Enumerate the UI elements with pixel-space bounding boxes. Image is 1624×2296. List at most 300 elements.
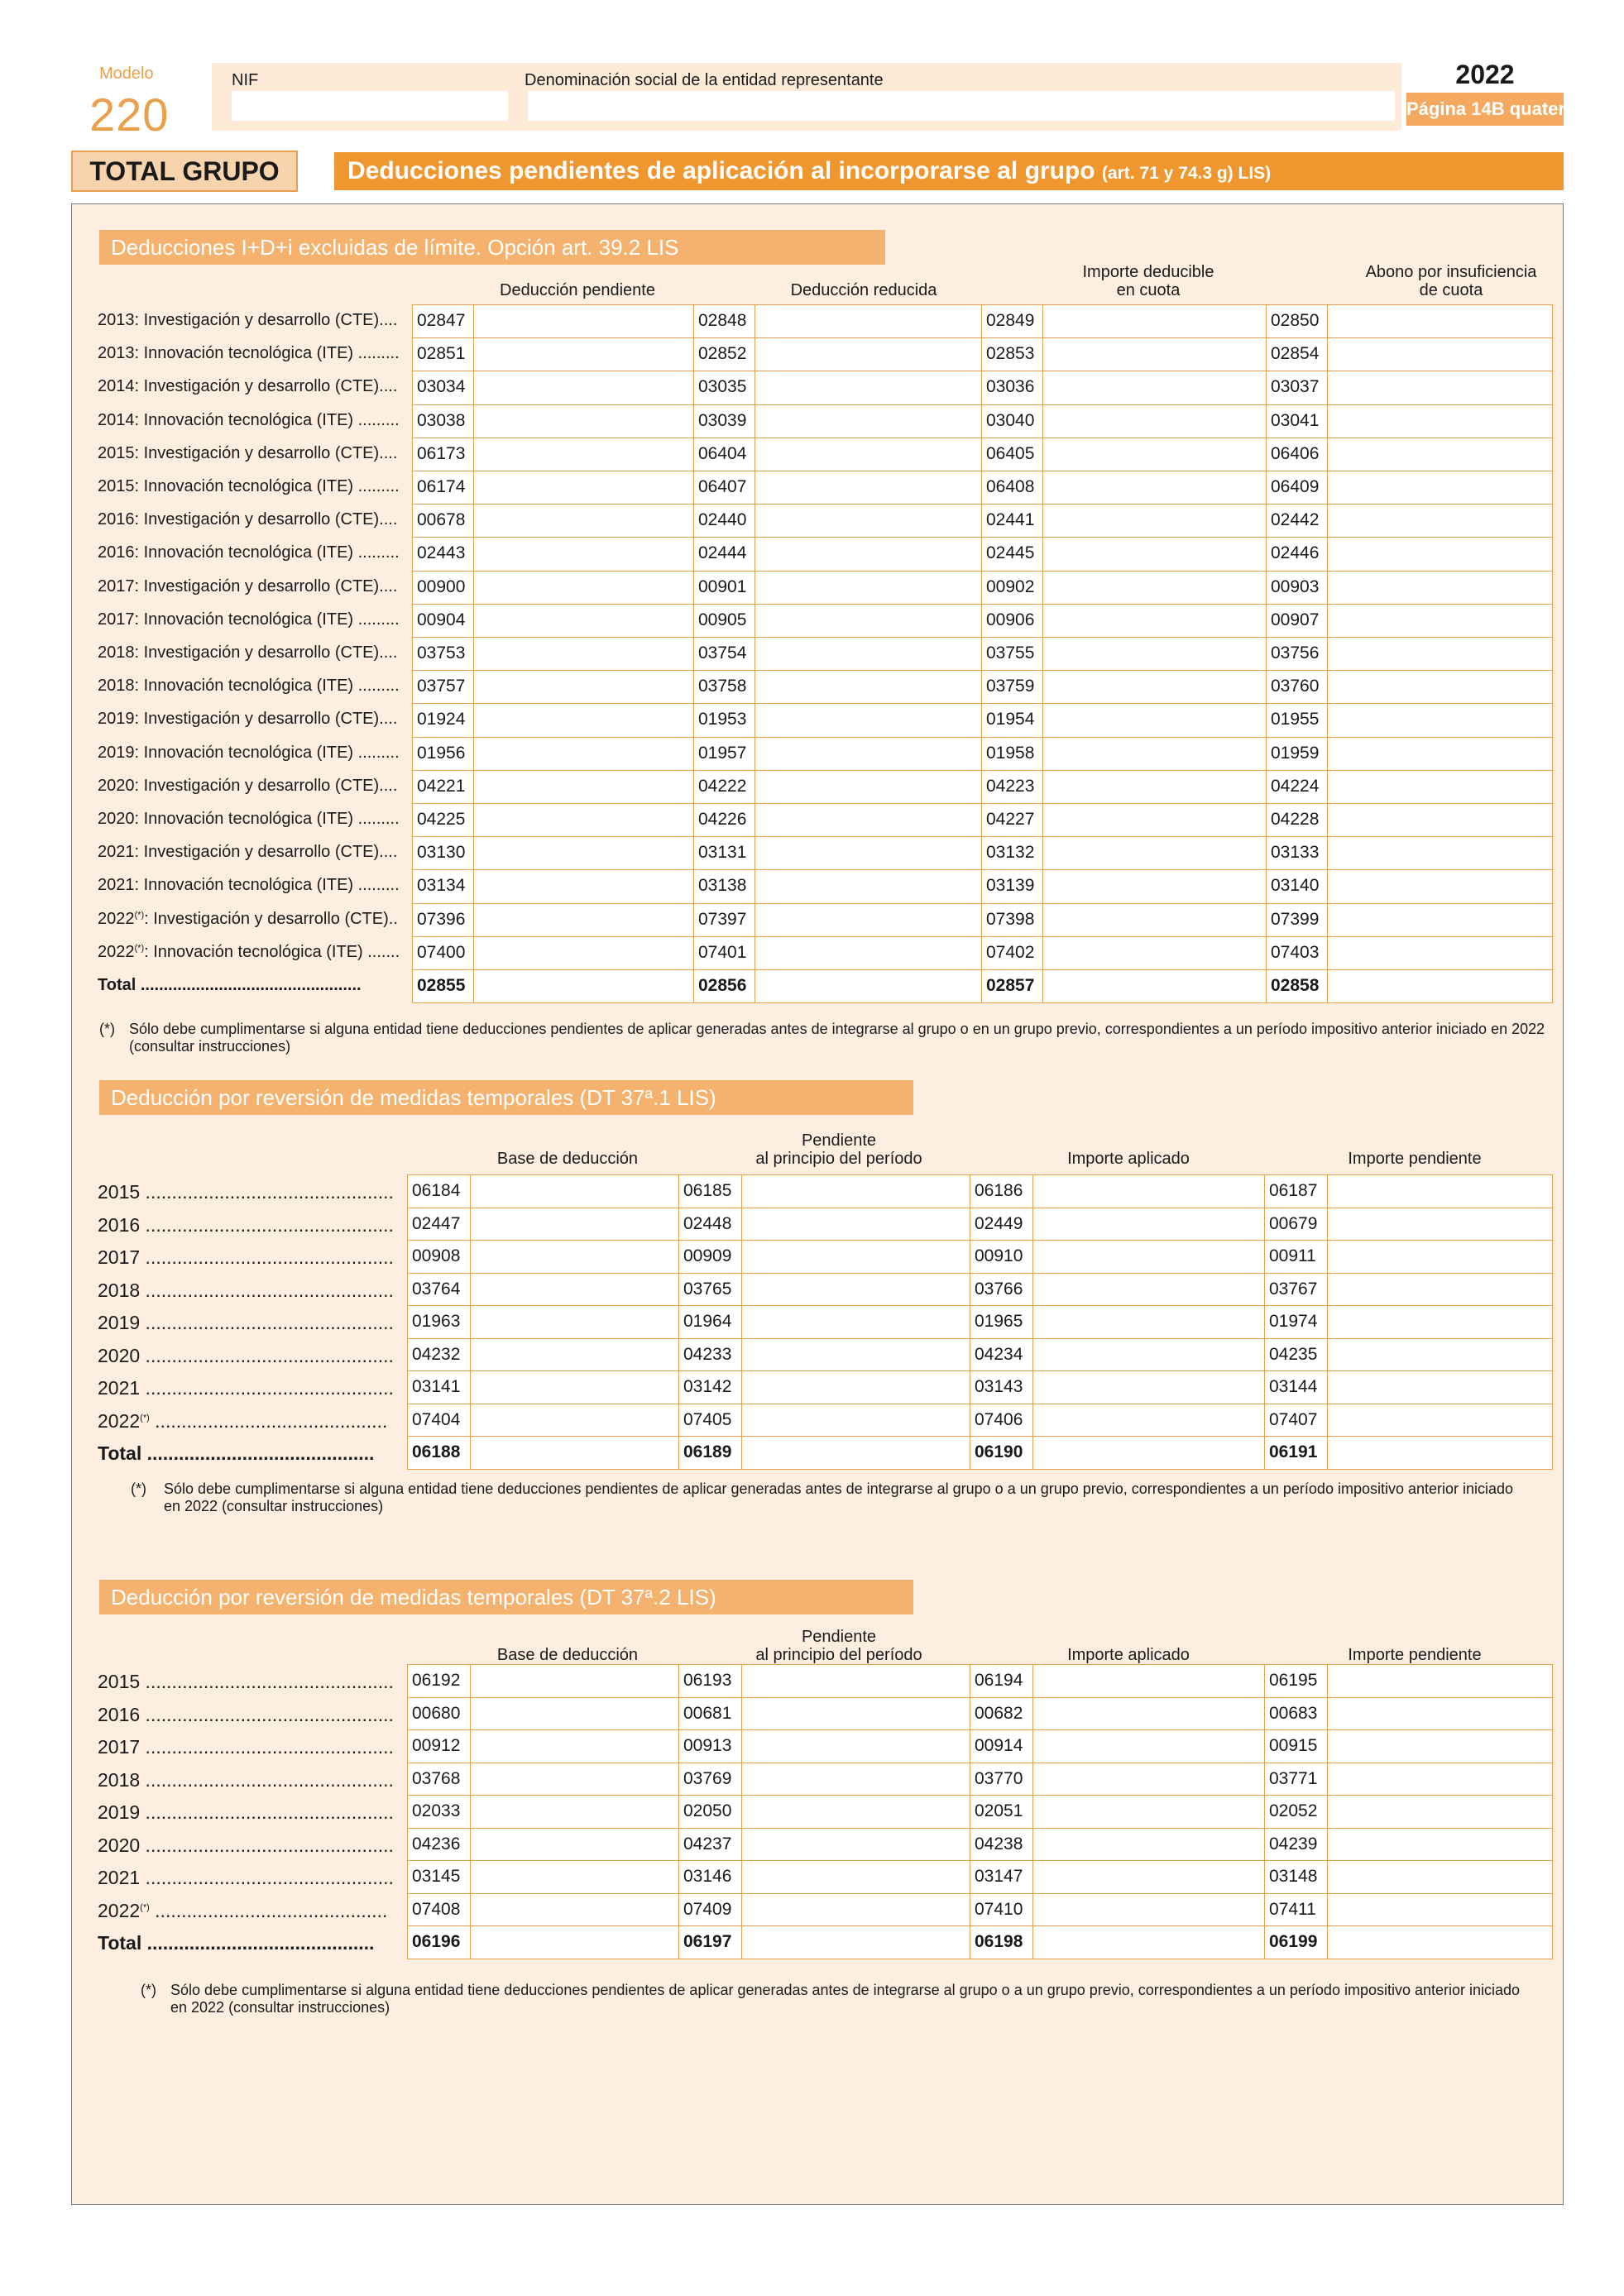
field-divider bbox=[741, 1664, 742, 1697]
field-divider bbox=[470, 1305, 471, 1338]
box-code: 03757 bbox=[417, 677, 466, 696]
section-1-row-label: 2013: Investigación y desarrollo (CTE).... bbox=[98, 311, 398, 329]
field-divider bbox=[1327, 869, 1328, 902]
box-code: 07407 bbox=[1269, 1409, 1318, 1429]
field-divider bbox=[1327, 1697, 1328, 1730]
field-divider bbox=[1327, 337, 1328, 371]
box-code: 03141 bbox=[412, 1377, 461, 1396]
box-code: 02852 bbox=[698, 344, 747, 364]
box-code: 01974 bbox=[1269, 1312, 1318, 1331]
box-code: 06184 bbox=[412, 1181, 461, 1200]
box-code: 04238 bbox=[975, 1834, 1023, 1854]
box-code: 04233 bbox=[683, 1344, 732, 1364]
field-divider bbox=[741, 1893, 742, 1926]
box-code: 01957 bbox=[698, 743, 747, 763]
box-code: 03132 bbox=[986, 843, 1035, 863]
field-divider bbox=[1327, 637, 1328, 670]
field-divider bbox=[1327, 404, 1328, 438]
section-2-column-header: Base de deducción bbox=[496, 1150, 639, 1168]
field-divider bbox=[1327, 969, 1328, 1002]
year-label: 2022 bbox=[1406, 63, 1564, 86]
field-divider bbox=[473, 371, 474, 404]
field-divider bbox=[1032, 1860, 1033, 1893]
box-code: 06407 bbox=[698, 477, 747, 496]
field-divider bbox=[1327, 770, 1328, 803]
box-code: 06197 bbox=[683, 1932, 732, 1951]
field-divider bbox=[741, 1404, 742, 1437]
field-divider bbox=[470, 1828, 471, 1861]
section-2-row-label: 2016 ............................................... bbox=[98, 1213, 394, 1236]
section-1-note-marker: (*) bbox=[99, 1021, 115, 1037]
section-1-row-label: 2015: Investigación y desarrollo (CTE).... bbox=[98, 443, 398, 462]
section-1-row-label: 2017: Innovación tecnológica (ITE) ......... bbox=[98, 610, 400, 629]
box-code: 03148 bbox=[1269, 1867, 1318, 1886]
box-code: 01953 bbox=[698, 710, 747, 729]
field-divider bbox=[1032, 1208, 1033, 1241]
section-1-row-label: 2019: Innovación tecnológica (ITE) ......... bbox=[98, 743, 400, 762]
box-code: 03142 bbox=[683, 1377, 732, 1396]
field-divider bbox=[1327, 903, 1328, 936]
field-divider bbox=[1327, 1729, 1328, 1763]
field-divider bbox=[1327, 1404, 1328, 1437]
field-divider bbox=[470, 1208, 471, 1241]
box-code: 02051 bbox=[975, 1801, 1023, 1820]
box-code: 03759 bbox=[986, 677, 1035, 696]
box-code: 04227 bbox=[986, 810, 1035, 829]
field-divider bbox=[470, 1338, 471, 1371]
box-code: 07404 bbox=[412, 1409, 461, 1429]
box-code: 03130 bbox=[417, 843, 466, 863]
field-divider bbox=[470, 1860, 471, 1893]
field-divider bbox=[1042, 770, 1043, 803]
box-code: 03755 bbox=[986, 643, 1035, 662]
field-divider bbox=[1327, 703, 1328, 736]
box-code: 02442 bbox=[1271, 510, 1320, 530]
box-code: 03139 bbox=[986, 876, 1035, 896]
field-divider bbox=[741, 1240, 742, 1273]
field-divider bbox=[473, 903, 474, 936]
box-code: 06196 bbox=[412, 1932, 461, 1951]
field-divider bbox=[1042, 471, 1043, 504]
field-divider bbox=[1042, 836, 1043, 869]
field-divider bbox=[473, 471, 474, 504]
field-divider bbox=[1042, 869, 1043, 902]
field-divider bbox=[1327, 504, 1328, 537]
box-code: 06193 bbox=[683, 1671, 732, 1690]
section-2-note-marker: (*) bbox=[131, 1480, 146, 1497]
field-divider bbox=[1032, 1828, 1033, 1861]
box-code: 00906 bbox=[986, 610, 1035, 629]
box-code: 03147 bbox=[975, 1867, 1023, 1886]
page-title bbox=[334, 152, 1564, 190]
section-1-note: Sólo debe cumplimentarse si alguna entidad tiene deducciones pendientes de aplicar generadas antes de integrarse al grupo o en un grupo previo, correspondientes a un período impositivo anterior iniciado en 2022 (consultar instrucciones) bbox=[129, 1021, 1545, 1055]
box-code: 00678 bbox=[417, 510, 466, 530]
box-code: 06192 bbox=[412, 1671, 461, 1690]
box-code: 07409 bbox=[683, 1899, 732, 1919]
box-code: 03131 bbox=[698, 843, 747, 863]
field-divider bbox=[1327, 1208, 1328, 1241]
box-code: 03753 bbox=[417, 643, 466, 662]
box-code: 03041 bbox=[1271, 410, 1320, 430]
box-code: 06409 bbox=[1271, 477, 1320, 496]
field-divider bbox=[473, 537, 474, 570]
total-grupo-badge: TOTAL GRUPO bbox=[71, 151, 298, 192]
box-code: 06187 bbox=[1269, 1181, 1318, 1200]
field-divider bbox=[470, 1436, 471, 1469]
box-code: 07397 bbox=[698, 909, 747, 929]
nif-label: NIF bbox=[232, 71, 259, 89]
box-code: 03143 bbox=[975, 1377, 1023, 1396]
box-code: 01955 bbox=[1271, 710, 1320, 729]
section-1-column-header: Deducción reducida bbox=[790, 281, 937, 299]
section-1-column-header: Importe deducible en cuota bbox=[1082, 263, 1214, 299]
section-1-header: Deducciones I+D+i excluidas de límite. Opción art. 39.2 LIS bbox=[99, 230, 885, 265]
section-3-column-header: Importe aplicado bbox=[1067, 1646, 1190, 1664]
section-2-column-header: Importe pendiente bbox=[1348, 1150, 1482, 1168]
box-code: 02849 bbox=[986, 311, 1035, 330]
section-1-row-label: 2017: Investigación y desarrollo (CTE).... bbox=[98, 576, 398, 596]
box-code: 07411 bbox=[1269, 1899, 1316, 1919]
box-code: 00913 bbox=[683, 1736, 732, 1755]
box-code: 00912 bbox=[412, 1736, 461, 1755]
modelo-label: Modelo bbox=[99, 65, 154, 83]
box-code: 07400 bbox=[417, 942, 466, 962]
section-3-row-label: 2020 ............................................... bbox=[98, 1834, 394, 1856]
field-divider bbox=[1042, 504, 1043, 537]
field-divider bbox=[470, 1697, 471, 1730]
box-code: 04237 bbox=[683, 1834, 732, 1854]
box-code: 07408 bbox=[412, 1899, 461, 1919]
box-code: 04236 bbox=[412, 1834, 461, 1854]
field-divider bbox=[1032, 1729, 1033, 1763]
box-code: 06185 bbox=[683, 1181, 732, 1200]
box-code: 02446 bbox=[1271, 543, 1320, 563]
field-divider bbox=[470, 1763, 471, 1796]
field-divider bbox=[473, 869, 474, 902]
box-code: 06404 bbox=[698, 443, 747, 463]
box-code: 03146 bbox=[683, 1867, 732, 1886]
box-code: 00914 bbox=[975, 1736, 1023, 1755]
field-divider bbox=[1327, 438, 1328, 471]
box-code: 03760 bbox=[1271, 677, 1320, 696]
field-divider bbox=[470, 1240, 471, 1273]
section-2-row-label: 2018 ............................................... bbox=[98, 1279, 394, 1301]
section-1-row-label: 2018: Innovación tecnológica (ITE) ......... bbox=[98, 677, 400, 696]
field-divider bbox=[473, 803, 474, 836]
box-code: 03034 bbox=[417, 377, 466, 397]
section-2-column-header: Pendiente al principio del período bbox=[755, 1131, 922, 1168]
box-code: 02853 bbox=[986, 344, 1035, 364]
field-divider bbox=[1042, 571, 1043, 604]
field-divider bbox=[741, 1860, 742, 1893]
box-code: 06190 bbox=[975, 1442, 1023, 1461]
box-code: 03038 bbox=[417, 410, 466, 430]
box-code: 06199 bbox=[1269, 1932, 1318, 1951]
section-3-row-label: 2018 ............................................... bbox=[98, 1768, 394, 1791]
field-divider bbox=[1327, 604, 1328, 637]
box-code: 06194 bbox=[975, 1671, 1023, 1690]
section-3-row-label: Total ........................................... bbox=[98, 1932, 375, 1954]
field-divider bbox=[1042, 404, 1043, 438]
box-code: 06173 bbox=[417, 443, 466, 463]
field-divider bbox=[1032, 1795, 1033, 1828]
box-code: 03036 bbox=[986, 377, 1035, 397]
field-divider bbox=[1327, 371, 1328, 404]
field-divider bbox=[1042, 604, 1043, 637]
field-divider bbox=[741, 1763, 742, 1796]
field-divider bbox=[1327, 1763, 1328, 1796]
section-1-row-label: 2016: Investigación y desarrollo (CTE).... bbox=[98, 510, 398, 529]
field-divider bbox=[1032, 1338, 1033, 1371]
field-divider bbox=[741, 1436, 742, 1469]
section-1-row-label: 2014: Innovación tecnológica (ITE) ......... bbox=[98, 410, 400, 429]
box-code: 02858 bbox=[1271, 976, 1320, 995]
box-code: 02857 bbox=[986, 976, 1035, 995]
field-divider bbox=[1032, 1436, 1033, 1469]
box-code: 07396 bbox=[417, 909, 466, 929]
box-code: 04235 bbox=[1269, 1344, 1318, 1364]
box-code: 02033 bbox=[412, 1801, 461, 1820]
box-code: 03771 bbox=[1269, 1768, 1318, 1788]
box-code: 02854 bbox=[1271, 344, 1320, 364]
section-1-row-label: 2020: Investigación y desarrollo (CTE).... bbox=[98, 776, 398, 795]
box-code: 00904 bbox=[417, 610, 466, 629]
field-divider bbox=[473, 969, 474, 1002]
field-divider bbox=[470, 1795, 471, 1828]
section-2-row-label: 2021 ............................................... bbox=[98, 1377, 394, 1399]
nif-field[interactable] bbox=[232, 91, 508, 121]
field-divider bbox=[1327, 1240, 1328, 1273]
section-3-column-header: Base de deducción bbox=[496, 1646, 639, 1664]
field-divider bbox=[473, 404, 474, 438]
section-2-row-label: Total ........................................... bbox=[98, 1442, 375, 1464]
field-divider bbox=[1327, 1370, 1328, 1404]
box-code: 06188 bbox=[412, 1442, 461, 1461]
box-code: 07405 bbox=[683, 1409, 732, 1429]
box-code: 03134 bbox=[417, 876, 466, 896]
field-divider bbox=[1327, 1174, 1328, 1208]
box-code: 02855 bbox=[417, 976, 466, 995]
box-code: 04225 bbox=[417, 810, 466, 829]
box-code: 02444 bbox=[698, 543, 747, 563]
box-code: 01963 bbox=[412, 1312, 461, 1331]
field-divider bbox=[741, 1925, 742, 1959]
box-code: 07403 bbox=[1271, 942, 1320, 962]
field-divider bbox=[1032, 1174, 1033, 1208]
field-divider bbox=[1327, 471, 1328, 504]
box-code: 01959 bbox=[1271, 743, 1320, 763]
box-code: 02443 bbox=[417, 543, 466, 563]
field-divider bbox=[1327, 1893, 1328, 1926]
section-3-row-label: 2022(*) ............................................ bbox=[98, 1899, 388, 1921]
box-code: 01965 bbox=[975, 1312, 1023, 1331]
field-divider bbox=[1327, 670, 1328, 703]
section-2-row-label: 2022(*) ............................................ bbox=[98, 1409, 388, 1432]
field-divider bbox=[1327, 936, 1328, 969]
section-2-row-label: 2015 ............................................... bbox=[98, 1181, 394, 1203]
box-code: 04234 bbox=[975, 1344, 1023, 1364]
field-divider bbox=[473, 703, 474, 736]
box-code: 02445 bbox=[986, 543, 1035, 563]
field-divider bbox=[1327, 1828, 1328, 1861]
box-code: 00683 bbox=[1269, 1703, 1318, 1723]
field-divider bbox=[1327, 1305, 1328, 1338]
field-divider bbox=[473, 670, 474, 703]
field-divider bbox=[1327, 1338, 1328, 1371]
field-divider bbox=[1032, 1273, 1033, 1306]
field-divider bbox=[473, 571, 474, 604]
field-divider bbox=[470, 1273, 471, 1306]
section-1-row-label: 2022(*): Investigación y desarrollo (CTE).. bbox=[98, 909, 398, 928]
box-code: 06405 bbox=[986, 443, 1035, 463]
field-divider bbox=[1032, 1240, 1033, 1273]
box-code: 00907 bbox=[1271, 610, 1320, 629]
field-divider bbox=[741, 1273, 742, 1306]
box-code: 03767 bbox=[1269, 1279, 1318, 1299]
page-label: Página 14B quater bbox=[1406, 93, 1564, 126]
field-divider bbox=[1042, 304, 1043, 337]
field-divider bbox=[1327, 1436, 1328, 1469]
field-divider bbox=[1032, 1664, 1033, 1697]
box-code: 03037 bbox=[1271, 377, 1320, 397]
section-3-column-header: Importe pendiente bbox=[1348, 1646, 1482, 1664]
section-3-row-label: 2016 ............................................... bbox=[98, 1703, 394, 1725]
field-divider bbox=[470, 1664, 471, 1697]
section-2-column-header: Importe aplicado bbox=[1067, 1150, 1190, 1168]
section-3-row-label: 2017 ............................................... bbox=[98, 1736, 394, 1758]
box-code: 07398 bbox=[986, 909, 1035, 929]
field-divider bbox=[741, 1828, 742, 1861]
title-ref: (art. 71 y 74.3 g) LIS) bbox=[1101, 164, 1272, 183]
field-divider bbox=[1032, 1697, 1033, 1730]
box-code: 02856 bbox=[698, 976, 747, 995]
field-divider bbox=[1032, 1404, 1033, 1437]
field-divider bbox=[1032, 1925, 1033, 1959]
box-code: 00908 bbox=[412, 1246, 461, 1265]
box-code: 04226 bbox=[698, 810, 747, 829]
field-divider bbox=[473, 438, 474, 471]
box-code: 06174 bbox=[417, 477, 466, 496]
box-code: 02448 bbox=[683, 1213, 732, 1233]
box-code: 03769 bbox=[683, 1768, 732, 1788]
section-3-row-label: 2019 ............................................... bbox=[98, 1801, 394, 1823]
box-code: 01924 bbox=[417, 710, 466, 729]
title-main: Deducciones pendientes de aplicación al incorporarse al grupo bbox=[347, 157, 1095, 184]
field-divider bbox=[473, 304, 474, 337]
field-divider bbox=[1042, 670, 1043, 703]
field-divider bbox=[1042, 438, 1043, 471]
box-code: 04223 bbox=[986, 776, 1035, 796]
section-1-row-label: 2014: Investigación y desarrollo (CTE).... bbox=[98, 377, 398, 396]
box-code: 02449 bbox=[975, 1213, 1023, 1233]
box-code: 00680 bbox=[412, 1703, 461, 1723]
field-divider bbox=[470, 1370, 471, 1404]
field-divider bbox=[470, 1729, 471, 1763]
section-3-column-header: Pendiente al principio del período bbox=[755, 1628, 922, 1664]
field-divider bbox=[741, 1338, 742, 1371]
box-code: 00682 bbox=[975, 1703, 1023, 1723]
field-divider bbox=[1042, 371, 1043, 404]
box-code: 00909 bbox=[683, 1246, 732, 1265]
box-code: 03770 bbox=[975, 1768, 1023, 1788]
box-code: 00910 bbox=[975, 1246, 1023, 1265]
field-divider bbox=[1042, 936, 1043, 969]
box-code: 01964 bbox=[683, 1312, 732, 1331]
field-divider bbox=[1042, 803, 1043, 836]
box-code: 04224 bbox=[1271, 776, 1320, 796]
field-divider bbox=[470, 1925, 471, 1959]
field-divider bbox=[1042, 969, 1043, 1002]
box-code: 06189 bbox=[683, 1442, 732, 1461]
box-code: 03758 bbox=[698, 677, 747, 696]
field-divider bbox=[1327, 304, 1328, 337]
box-code: 03144 bbox=[1269, 1377, 1318, 1396]
field-divider bbox=[741, 1370, 742, 1404]
box-code: 03754 bbox=[698, 643, 747, 662]
box-code: 03756 bbox=[1271, 643, 1320, 662]
box-code: 04232 bbox=[412, 1344, 461, 1364]
field-divider bbox=[1032, 1370, 1033, 1404]
box-code: 02848 bbox=[698, 311, 747, 330]
box-code: 06195 bbox=[1269, 1671, 1318, 1690]
box-code: 06191 bbox=[1269, 1442, 1318, 1461]
denominacion-field[interactable] bbox=[528, 91, 1395, 121]
box-code: 03764 bbox=[412, 1279, 461, 1299]
field-divider bbox=[741, 1729, 742, 1763]
box-code: 03145 bbox=[412, 1867, 461, 1886]
box-code: 03040 bbox=[986, 410, 1035, 430]
field-divider bbox=[1327, 537, 1328, 570]
field-divider bbox=[1327, 1860, 1328, 1893]
field-divider bbox=[1042, 537, 1043, 570]
section-1-row-label: 2016: Innovación tecnológica (ITE) ......... bbox=[98, 543, 400, 562]
section-1-row-label: 2020: Innovación tecnológica (ITE) ......... bbox=[98, 810, 400, 828]
box-code: 01956 bbox=[417, 743, 466, 763]
box-code: 07399 bbox=[1271, 909, 1320, 929]
box-code: 04222 bbox=[698, 776, 747, 796]
field-divider bbox=[1042, 703, 1043, 736]
box-code: 04228 bbox=[1271, 810, 1320, 829]
box-code: 06198 bbox=[975, 1932, 1023, 1951]
field-divider bbox=[1032, 1763, 1033, 1796]
box-code: 03765 bbox=[683, 1279, 732, 1299]
section-1-row-label: 2021: Innovación tecnológica (ITE) ......... bbox=[98, 876, 400, 895]
field-divider bbox=[1327, 1795, 1328, 1828]
section-1-row-label: 2018: Investigación y desarrollo (CTE).... bbox=[98, 643, 398, 662]
box-code: 03039 bbox=[698, 410, 747, 430]
field-divider bbox=[1042, 337, 1043, 371]
field-divider bbox=[741, 1305, 742, 1338]
box-code: 00901 bbox=[698, 576, 747, 596]
section-1-row-label: 2022(*): Innovación tecnológica (ITE) ....... bbox=[98, 942, 400, 961]
section-1-row-label: 2021: Investigación y desarrollo (CTE).... bbox=[98, 843, 398, 862]
field-divider bbox=[741, 1208, 742, 1241]
section-1-row-label: 2019: Investigación y desarrollo (CTE).... bbox=[98, 710, 398, 729]
denominacion-label: Denominación social de la entidad representante bbox=[525, 71, 884, 89]
field-divider bbox=[473, 504, 474, 537]
field-divider bbox=[473, 836, 474, 869]
field-divider bbox=[741, 1697, 742, 1730]
section-3-header: Deducción por reversión de medidas temporales (DT 37ª.2 LIS) bbox=[99, 1580, 913, 1614]
box-code: 02052 bbox=[1269, 1801, 1318, 1820]
box-code: 03768 bbox=[412, 1768, 461, 1788]
box-code: 02441 bbox=[986, 510, 1035, 530]
section-2-header: Deducción por reversión de medidas temporales (DT 37ª.1 LIS) bbox=[99, 1080, 913, 1115]
field-divider bbox=[1327, 737, 1328, 770]
section-3-row-label: 2021 ............................................... bbox=[98, 1867, 394, 1888]
field-divider bbox=[473, 770, 474, 803]
box-code: 02847 bbox=[417, 311, 466, 330]
